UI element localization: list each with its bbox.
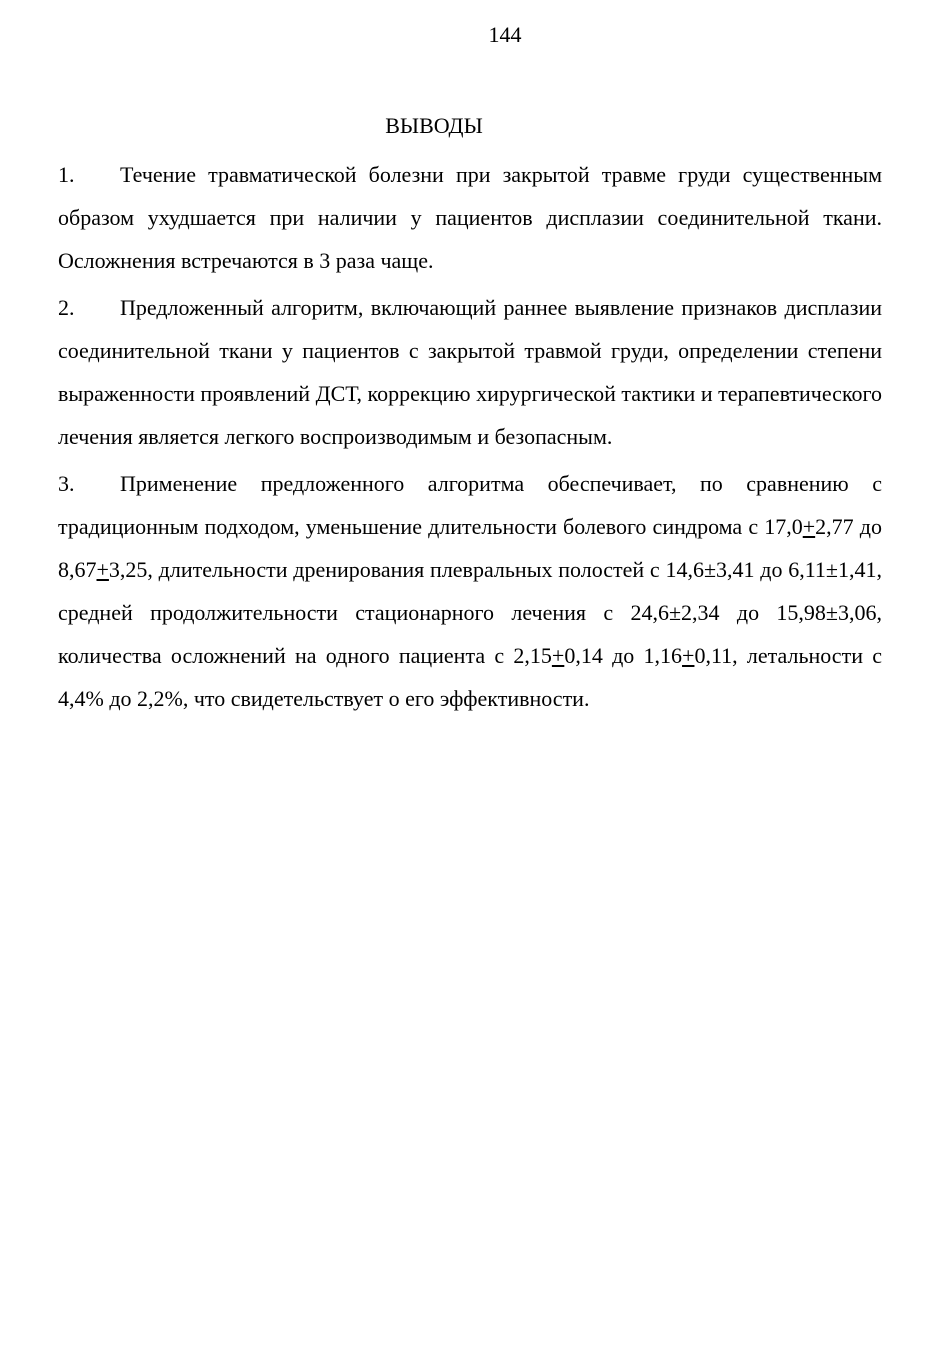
section-heading: ВЫВОДЫ — [385, 113, 483, 138]
conclusion-text-part: Применение предложенного алгоритма обеспечивает, по сравнению с традиционным подходом, уменьшение длительности болевого синдрома с 17,0 — [58, 471, 882, 539]
conclusion-text-part: 0,14 до 1,16 — [564, 643, 683, 668]
conclusion-text: Предложенный алгоритм, включающий раннее выявление признаков дисплазии соединительной ткани у пациентов с закрытой травмой груди, определении степени выраженности проявлений ДСТ, коррекцию хирургической тактики и терапевтического лечения является легкого воспроизводимым и безопасным. — [58, 295, 882, 449]
conclusion-text-part: 0,11, летальности с 4,4% до 2,2%, что свидетельствует о его эффективности. — [58, 643, 882, 711]
plus-minus-sign: + — [96, 557, 109, 582]
conclusion-text-part: 2,77 до 8,67 — [58, 514, 882, 582]
conclusion-number: 1. — [58, 162, 75, 187]
conclusion-text: Течение травматической болезни при закрытой травме груди существенным образом ухудшается при наличии у пациентов дисплазии соединительной ткани. Осложнения встречаются в 3 раза чаще. — [58, 162, 882, 273]
conclusions-list — [58, 153, 882, 724]
plus-minus-sign: + — [682, 643, 695, 668]
conclusion-number: 2. — [58, 295, 75, 320]
plus-minus-sign: + — [802, 514, 816, 539]
conclusion-item-3 — [58, 462, 882, 720]
conclusion-text-part: 3,25, длительности дренирования плевральных полостей с 14,6±3,41 до 6,11±1,41, средней продолжительности стационарного лечения с 24,6±2,34 до 15,98±3,06, количества осложнений на одного пациента с 2,15 — [58, 557, 882, 668]
conclusion-item-2 — [58, 286, 882, 458]
plus-minus-sign: + — [551, 643, 565, 668]
conclusion-number: 3. — [58, 471, 75, 496]
page-number: 144 — [488, 22, 522, 47]
conclusion-item-1 — [58, 153, 882, 282]
